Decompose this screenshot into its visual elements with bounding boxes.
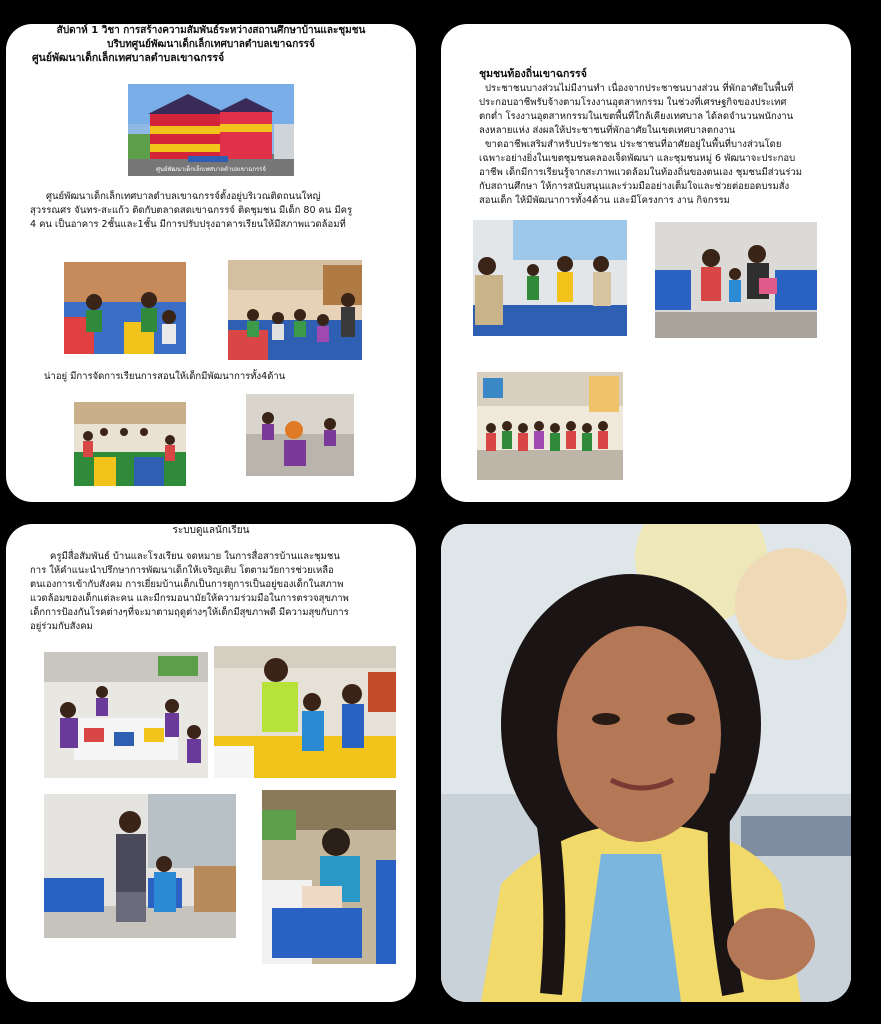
children-group-photo [477, 372, 623, 480]
panel3-line-1: ครูมีสื่อสัมพันธ์ บ้านและโรงเรียน จดหมาย ในการสื่อสารบ้านและชุมชน [50, 551, 340, 562]
panel2-line-4: ลงหลายแห่ง ส่งผลให้ประชาชนที่พักอาศัยในเขตเทศบาลตกงาน [479, 125, 736, 136]
panel1-heading-line2: บริบทศูนย์พัฒนาเด็กเล็กเทศบาลตำบลเขาฉกรรจ์ [107, 39, 315, 50]
classroom-photo-3 [74, 402, 186, 486]
community-meeting-photo [473, 220, 627, 336]
panel3-line-5: เด็กการป้องกันโรคต่างๆที่จะมาตามฤดูต่างๆให้เด็กมีสุขภาพดี มีความสุขกับการ [30, 607, 349, 618]
panel2-line-6: เฉพาะอย่างยิ่งในเขตชุมชนคลองเจ็ดพัฒนา และชุมชนหมู่ 6 พัฒนาจะประกอบ [479, 153, 796, 164]
panel3-line-2: การ ให้คำแนะนำปรึกษาการพัฒนาเด็กให้เจริญเติบ โตตามวัยการช่วยเหลือ [30, 565, 334, 576]
panel2-line-7: อาชีพ เด็กมีการเรียนรู้จากสะภาพแวดล้อมในท้องถิ่นของตนเอง ชุมชนมีส่วนร่วม [479, 167, 803, 178]
classroom-photo-1 [64, 262, 186, 354]
panel2-line-8: กับสถานศึกษา ให้การสนับสนุนและร่วมมืออย่างเต็มใจและช่วยต่อยอดบรมสั่ง [479, 181, 790, 192]
panel1-para-line2: สุวรรณศร จันทร-สะแก้ว ติดกับตลาดสดเขาฉกรรจ์ ติดชุมชน มีเด็ก 80 คน มีครู [30, 205, 353, 216]
activity-table-photo [44, 652, 208, 778]
panel2-line-1: ประชาชนบางส่วนไม่มีงานทำ เนื่องจากประชาชนบางส่วน ที่พักอาศัยในพื้นที่ [485, 83, 794, 94]
panel3-heading: ระบบดูแลนักเรียน [172, 525, 250, 536]
medical-exam-photo [262, 790, 396, 964]
classroom-photo-4 [246, 394, 354, 476]
building-caption: ศูนย์พัฒนาเด็กเล็กเทศบาลตำบลเขาฉกรรจ์ [156, 166, 266, 173]
panel1-subheading: ศูนย์พัฒนาเด็กเล็กเทศบาลตำบลเขาฉกรรจ์ [32, 52, 225, 64]
classroom-photo-2 [228, 260, 362, 360]
panel2-line-9: สอนเด็ก ให้มีพัฒนาการทั้ง4ด้าน และมีโครงการ งาน กิจกรรม [479, 195, 730, 206]
panel1-para-line3: 4 คน เป็นอาคาร 2ชั้นและ1ชั้น มีการปรับปรุงอาคารเรียนให้มีสภาพแวดล้อมที่ [30, 219, 346, 230]
panel-student-care [6, 524, 416, 1002]
panel-school-context [6, 24, 416, 502]
health-check-photo [214, 646, 396, 778]
school-building-photo [128, 84, 294, 176]
panel1-para-line4: น่าอยู่ มีการจัดการเรียนการสอนให้เด็กมีพัฒนาการทั้ง4ด้าน [44, 371, 286, 382]
parent-meeting-photo [44, 794, 236, 938]
panel1-para-line1: ศูนย์พัฒนาเด็กเล็กเทศบาลตำบลเขาฉกรรจ์ตั้งอยู่บริเวณติดถนนใหญ่ [46, 191, 321, 202]
panel2-line-5: ขาดอาชีพเสริมสำหรับประชาชน ประชาชนที่อาศัยอยู่ในพื้นที่บางส่วนโดย [485, 139, 782, 150]
panel3-line-4: แวดล้อมของเด็กแต่ละคน และมีกรมอนามัยให้ความร่วมมือในการตรวจสุขภาพ [30, 593, 349, 604]
home-visit-photo [655, 222, 817, 338]
panel-community [441, 24, 851, 502]
panel2-line-3: ตกต่ำ โรงงานอุตสาหกรรมในเขตพื้นที่ใกล้เคียงเทศบาล ได้ลดจำนวนพนักงาน [479, 111, 794, 122]
teacher-portrait-photo [441, 524, 851, 1002]
panel2-heading: ชุมชนท้องถิ่นเขาฉกรรจ์ [479, 68, 587, 80]
panel1-heading-line1: สัปดาห์ 1 วิชา การสร้างความสัมพันธ์ระหว่างสถานศึกษาบ้านและชุมชน [56, 25, 366, 36]
panel3-line-6: อยู่ร่วมกับสังคม [30, 621, 93, 632]
panel3-line-3: ตนเองการเข้ากับสังคม การเยี่ยมบ้านเด็กเป็นการดูการเป็นอยู่ของเด็กในสภาพ [30, 579, 344, 590]
panel2-line-2: ประกอบอาชีพรับจ้างตามโรงงานอุตสาหกรรม ในช่วงที่เศรษฐกิจของประเทศ [479, 97, 787, 108]
